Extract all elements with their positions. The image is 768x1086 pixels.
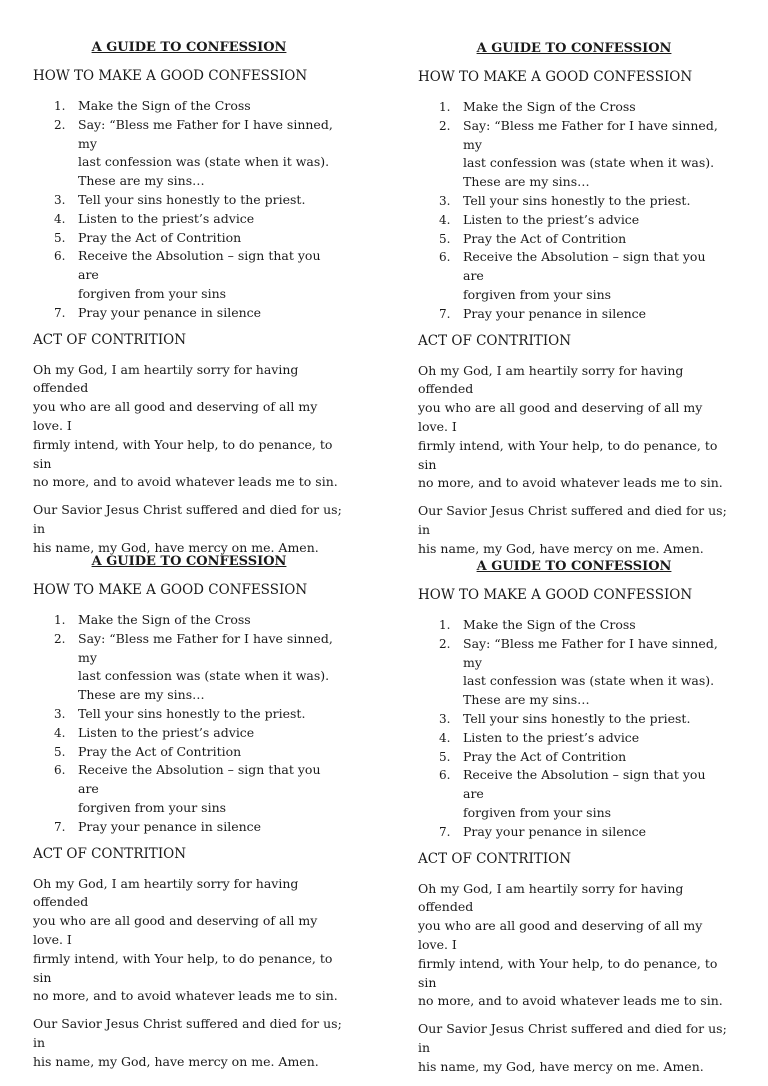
guide-title: A GUIDE TO CONFESSION xyxy=(91,40,287,55)
step-number: 4. xyxy=(439,212,451,227)
step-number: 2. xyxy=(439,118,451,133)
step-text-line: These are my sins… xyxy=(78,687,205,703)
step-item xyxy=(418,192,730,211)
prayer-line: Our Savior Jesus Christ suffered and died for us; in xyxy=(418,1021,727,1055)
step-number: 3. xyxy=(439,193,451,208)
prayer-line: you who are all good and deserving of all my love. I xyxy=(33,399,318,433)
step-text-line: Make the Sign of the Cross xyxy=(78,612,251,627)
step-text-line: Receive the Absolution – sign that you are xyxy=(78,762,321,797)
prayer-line: firmly intend, with Your help, to do penance, to sin xyxy=(418,955,718,990)
step-text-line: These are my sins… xyxy=(463,692,590,708)
section-heading-how-to: HOW TO MAKE A GOOD CONFESSION xyxy=(418,587,693,603)
prayer-line: firmly intend, with Your help, to do penance, to sin xyxy=(33,950,333,985)
step-number: 3. xyxy=(54,192,66,207)
step-number: 4. xyxy=(54,725,66,740)
step-item xyxy=(33,630,345,705)
contrition-prayer xyxy=(418,880,730,1012)
step-text-line: last confession was (state when it was). xyxy=(78,668,330,684)
step-text-line: Say: “Bless me Father for I have sinned, my xyxy=(78,630,333,665)
step-text-line: forgiven from your sins xyxy=(78,285,227,301)
step-text-line: Pray the Act of Contrition xyxy=(78,229,242,245)
step-item xyxy=(33,724,345,743)
confession-guide-card xyxy=(418,558,730,1086)
step-number: 6. xyxy=(54,763,66,778)
prayer-line: Our Savior Jesus Christ suffered and died for us; in xyxy=(33,502,342,536)
step-text-line: Pray your penance in silence xyxy=(78,304,262,320)
step-item xyxy=(418,211,730,230)
step-number: 4. xyxy=(54,211,66,226)
step-item xyxy=(33,304,345,323)
step-item xyxy=(33,97,345,116)
prayer-line: no more, and to avoid whatever leads me to sin. xyxy=(418,993,723,1009)
step-text-line: forgiven from your sins xyxy=(78,799,227,815)
step-number: 6. xyxy=(439,250,451,265)
step-number: 2. xyxy=(439,636,451,651)
step-item xyxy=(418,823,730,842)
section-heading-how-to: HOW TO MAKE A GOOD CONFESSION xyxy=(33,68,308,84)
step-text-line: Receive the Absolution – sign that you are xyxy=(463,767,706,802)
contrition-prayer xyxy=(33,361,345,493)
steps-list xyxy=(418,616,730,842)
prayer-line: his name, my God, have mercy on me. Amen. xyxy=(418,540,704,556)
step-text-line: Listen to the priest’s advice xyxy=(463,211,640,227)
step-item xyxy=(418,98,730,117)
step-number: 1. xyxy=(439,100,451,114)
step-item xyxy=(33,116,345,191)
step-item xyxy=(418,305,730,324)
step-item xyxy=(418,710,730,729)
prayer-line: his name, my God, have mercy on me. Amen. xyxy=(418,1058,704,1074)
step-text-line: last confession was (state when it was). xyxy=(463,673,715,689)
step-number: 7. xyxy=(54,305,66,320)
confession-guide-card xyxy=(33,39,345,567)
step-text-line: These are my sins… xyxy=(78,173,205,189)
step-text-line: Pray your penance in silence xyxy=(463,823,647,839)
step-text-line: Pray the Act of Contrition xyxy=(463,230,627,246)
step-text-line: Tell your sins honestly to the priest. xyxy=(78,705,306,721)
prayer-line: his name, my God, have mercy on me. Amen. xyxy=(33,1053,319,1069)
confession-guide-card xyxy=(418,40,730,568)
prayer-line: firmly intend, with Your help, to do penance, to sin xyxy=(418,437,718,472)
section-heading-contrition: ACT OF CONTRITION xyxy=(418,332,572,349)
section-heading-contrition: ACT OF CONTRITION xyxy=(418,850,572,867)
step-item xyxy=(33,705,345,724)
step-text-line: last confession was (state when it was). xyxy=(78,154,330,170)
step-item xyxy=(418,748,730,767)
prayer-line: his name, my God, have mercy on me. Amen. xyxy=(33,539,319,555)
step-text-line: Receive the Absolution – sign that you are xyxy=(463,249,706,284)
step-text-line: Pray your penance in silence xyxy=(463,305,647,321)
step-text-line: Tell your sins honestly to the priest. xyxy=(463,710,691,726)
prayer-line: no more, and to avoid whatever leads me to sin. xyxy=(418,475,723,491)
step-number: 7. xyxy=(54,819,66,834)
section-heading-contrition: ACT OF CONTRITION xyxy=(33,331,187,348)
step-item xyxy=(33,210,345,229)
steps-list xyxy=(33,97,345,323)
step-item xyxy=(418,635,730,710)
step-item xyxy=(418,729,730,748)
step-item xyxy=(33,247,345,303)
prayer-line: Oh my God, I am heartily sorry for having offended xyxy=(418,880,684,915)
closing-prayer xyxy=(418,1020,730,1076)
guide-title: A GUIDE TO CONFESSION xyxy=(476,559,672,574)
contrition-prayer xyxy=(418,362,730,494)
step-item xyxy=(33,761,345,817)
step-item xyxy=(418,230,730,249)
steps-list xyxy=(418,98,730,324)
step-item xyxy=(418,766,730,822)
confession-guide-card xyxy=(33,553,345,1081)
section-heading-contrition: ACT OF CONTRITION xyxy=(33,845,187,862)
prayer-line: you who are all good and deserving of all my love. I xyxy=(33,913,318,947)
prayer-line: Our Savior Jesus Christ suffered and died for us; in xyxy=(33,1016,342,1050)
prayer-line: no more, and to avoid whatever leads me to sin. xyxy=(33,988,338,1004)
step-number: 1. xyxy=(54,613,66,627)
step-item xyxy=(418,248,730,304)
step-item xyxy=(418,616,730,635)
step-item xyxy=(33,191,345,210)
step-text-line: last confession was (state when it was). xyxy=(463,155,715,171)
step-number: 4. xyxy=(439,730,451,745)
step-text-line: forgiven from your sins xyxy=(463,286,612,302)
step-text-line: Say: “Bless me Father for I have sinned, my xyxy=(78,116,333,151)
step-number: 5. xyxy=(54,230,66,245)
prayer-line: Oh my God, I am heartily sorry for having offended xyxy=(33,875,299,910)
step-text-line: Make the Sign of the Cross xyxy=(463,99,636,114)
step-text-line: Tell your sins honestly to the priest. xyxy=(78,191,306,207)
contrition-prayer xyxy=(33,875,345,1007)
prayer-line: Our Savior Jesus Christ suffered and died for us; in xyxy=(418,503,727,537)
step-text-line: Pray your penance in silence xyxy=(78,818,262,834)
step-item xyxy=(418,117,730,192)
steps-list xyxy=(33,611,345,837)
step-text-line: Say: “Bless me Father for I have sinned, my xyxy=(463,117,718,152)
step-item xyxy=(33,818,345,837)
step-text-line: Say: “Bless me Father for I have sinned, my xyxy=(463,635,718,670)
step-number: 3. xyxy=(439,711,451,726)
step-text-line: Pray the Act of Contrition xyxy=(463,748,627,764)
closing-prayer xyxy=(33,501,345,557)
step-number: 6. xyxy=(54,249,66,264)
step-item xyxy=(33,611,345,630)
step-number: 1. xyxy=(439,618,451,632)
step-text-line: forgiven from your sins xyxy=(463,804,612,820)
step-text-line: Receive the Absolution – sign that you are xyxy=(78,248,321,283)
section-heading-how-to: HOW TO MAKE A GOOD CONFESSION xyxy=(33,582,308,598)
step-text-line: Make the Sign of the Cross xyxy=(78,98,251,113)
section-heading-how-to: HOW TO MAKE A GOOD CONFESSION xyxy=(418,69,693,85)
guide-title: A GUIDE TO CONFESSION xyxy=(476,41,672,56)
guide-title: A GUIDE TO CONFESSION xyxy=(91,554,287,569)
step-text-line: Listen to the priest’s advice xyxy=(463,729,640,745)
step-text-line: Pray the Act of Contrition xyxy=(78,743,242,759)
step-number: 7. xyxy=(439,306,451,321)
step-number: 5. xyxy=(54,744,66,759)
prayer-line: no more, and to avoid whatever leads me to sin. xyxy=(33,474,338,490)
step-text-line: Listen to the priest’s advice xyxy=(78,210,255,226)
step-text-line: These are my sins… xyxy=(463,174,590,190)
step-number: 7. xyxy=(439,824,451,839)
step-number: 2. xyxy=(54,117,66,132)
prayer-line: you who are all good and deserving of all my love. I xyxy=(418,918,703,952)
step-item xyxy=(33,743,345,762)
step-number: 5. xyxy=(439,231,451,246)
prayer-line: firmly intend, with Your help, to do penance, to sin xyxy=(33,436,333,471)
prayer-line: Oh my God, I am heartily sorry for having offended xyxy=(33,361,299,396)
prayer-line: you who are all good and deserving of all my love. I xyxy=(418,400,703,434)
step-text-line: Listen to the priest’s advice xyxy=(78,724,255,740)
step-item xyxy=(33,229,345,248)
prayer-line: Oh my God, I am heartily sorry for having offended xyxy=(418,362,684,397)
step-number: 6. xyxy=(439,768,451,783)
step-number: 1. xyxy=(54,99,66,113)
step-number: 3. xyxy=(54,706,66,721)
step-number: 2. xyxy=(54,631,66,646)
step-text-line: Tell your sins honestly to the priest. xyxy=(463,192,691,208)
step-number: 5. xyxy=(439,749,451,764)
step-text-line: Make the Sign of the Cross xyxy=(463,617,636,632)
closing-prayer xyxy=(418,502,730,558)
